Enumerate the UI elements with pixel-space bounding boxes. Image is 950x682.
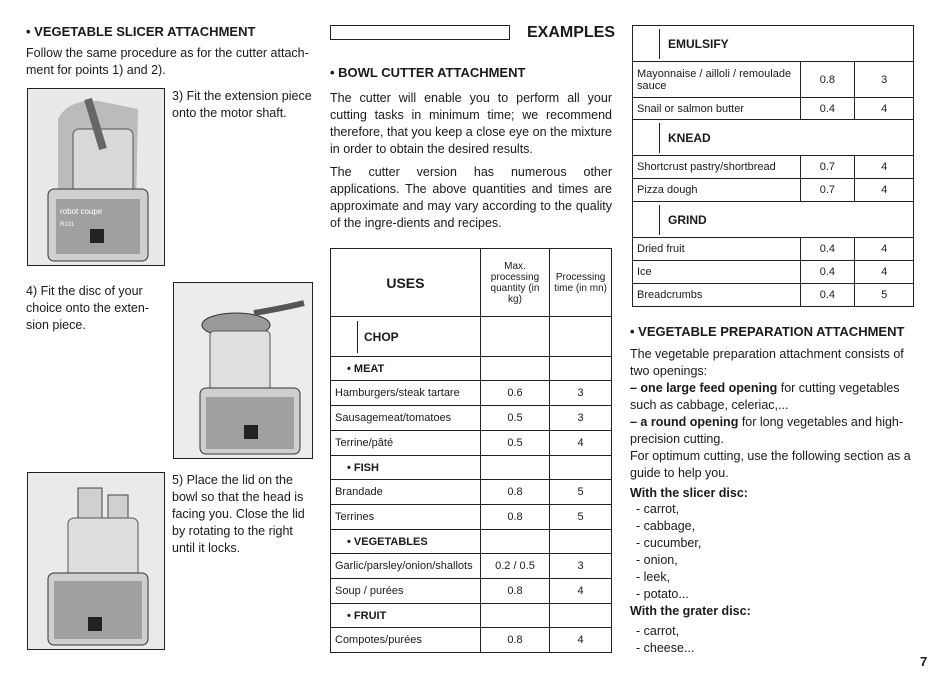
row-qty: 0.4 — [800, 98, 855, 120]
bowl-cutter-para-1: The cutter will enable you to perform all your cutting tasks in minimum time; we recommend therefore, that you keep a close eye on the mixture in order to obtain the desired results. — [330, 91, 612, 156]
table-row — [331, 579, 612, 604]
sub-fruit: • FRUIT — [331, 604, 481, 628]
table-row — [331, 480, 612, 505]
row-time: 3 — [550, 406, 612, 431]
table-row — [633, 62, 914, 98]
table-row — [331, 381, 612, 406]
prep-opening-1 — [630, 380, 914, 414]
cat-grind: GRIND — [659, 205, 707, 235]
brand-text: robot coupe — [60, 207, 103, 216]
step-3: 3) Fit the extension piece onto the motor shaft. — [172, 89, 312, 120]
table-row — [331, 406, 612, 431]
table-row — [331, 628, 612, 653]
row-name: Dried fruit — [633, 238, 801, 261]
row-name: Hamburgers/steak tartare — [331, 381, 481, 406]
examples-title: EXAMPLES — [527, 24, 616, 41]
list-item: - carrot, — [636, 624, 680, 638]
photo-lid — [27, 472, 165, 650]
table-row — [331, 431, 612, 456]
row-qty: 0.4 — [800, 238, 855, 261]
bowl-cutter-heading: • BOWL CUTTER ATTACHMENT — [330, 65, 526, 80]
row-name: Pizza dough — [633, 179, 801, 202]
row-qty: 0.8 — [480, 579, 549, 604]
list-item: - potato... — [636, 587, 689, 601]
table-row — [633, 238, 914, 261]
row-time: 3 — [855, 62, 914, 98]
row-time: 5 — [550, 480, 612, 505]
slicer-disc-list — [636, 501, 701, 603]
table-row — [633, 261, 914, 284]
page-number: 7 — [920, 654, 928, 669]
row-qty: 0.8 — [480, 505, 549, 530]
row-name: Breadcrumbs — [633, 284, 801, 307]
table-row — [633, 156, 914, 179]
row-qty: 0.5 — [480, 431, 549, 456]
uses-header-row — [331, 249, 612, 317]
opening-2-bold: – a round opening — [630, 415, 739, 429]
list-item: - onion, — [636, 553, 678, 567]
row-time: 4 — [855, 179, 914, 202]
row-name: Mayonnaise / ailloli / remoulade sauce — [633, 62, 801, 98]
cat-emulsify: EMULSIFY — [659, 29, 729, 59]
row-name: Garlic/parsley/onion/shallots — [331, 554, 481, 579]
row-qty: 0.8 — [480, 480, 549, 505]
list-item: - leek, — [636, 570, 671, 584]
sub-vegetables: • VEGETABLES — [331, 530, 481, 554]
grater-disc-label: With the grater disc: — [630, 604, 751, 618]
row-qty: 0.4 — [800, 261, 855, 284]
prep-guide: For optimum cutting, use the following section as a guide to help you. — [630, 449, 911, 480]
model-text: R101 — [60, 222, 75, 228]
row-time: 4 — [855, 98, 914, 120]
row-time: 4 — [550, 579, 612, 604]
slicer-disc-label: With the slicer disc: — [630, 486, 748, 500]
table-row — [633, 284, 914, 307]
row-time: 3 — [550, 554, 612, 579]
row-qty: 0.2 / 0.5 — [480, 554, 549, 579]
row-name: Soup / purées — [331, 579, 481, 604]
table-row — [331, 554, 612, 579]
cat-chop: CHOP — [357, 321, 399, 353]
bowl-cutter-para-2: The cutter version has numerous other applications. The above quantities and times are approximate and may vary according to the quality of the ingre-dients and recipes. — [330, 165, 612, 230]
row-qty: 0.7 — [800, 179, 855, 202]
slicer-heading: • VEGETABLE SLICER ATTACHMENT — [26, 24, 256, 39]
row-time: 5 — [550, 505, 612, 530]
row-qty: 0.5 — [480, 406, 549, 431]
header-qty: Max. processing quantity (in kg) — [480, 249, 549, 317]
row-time: 3 — [550, 381, 612, 406]
step-5: 5) Place the lid on the bowl so that the head is facing you. Close the lid by rotating to the right until it locks. — [172, 473, 305, 555]
row-time: 4 — [855, 261, 914, 284]
row-time: 4 — [550, 431, 612, 456]
table-row — [633, 98, 914, 120]
row-time: 5 — [855, 284, 914, 307]
row-name: Ice — [633, 261, 801, 284]
row-time: 4 — [550, 628, 612, 653]
row-qty: 0.4 — [800, 284, 855, 307]
opening-1-rest: for cutting vegetables such as cabbage, celeriac,... — [630, 381, 900, 412]
opening-1-bold: – one large feed opening — [630, 381, 778, 395]
uses-table — [330, 248, 612, 653]
list-item: - carrot, — [636, 502, 680, 516]
right-uses-table — [632, 25, 914, 307]
photo-disc — [173, 282, 313, 459]
row-name: Brandade — [331, 480, 481, 505]
slicer-intro: Follow the same procedure as for the cutter attach-ment for points 1) and 2). — [26, 46, 309, 77]
photo-extension-piece — [27, 88, 165, 266]
prep-opening-2 — [630, 414, 914, 448]
row-name: Shortcrust pastry/shortbread — [633, 156, 801, 179]
header-time: Processing time (in mn) — [550, 249, 612, 317]
list-item: - cabbage, — [636, 519, 696, 533]
row-name: Compotes/purées — [331, 628, 481, 653]
list-item: - cucumber, — [636, 536, 702, 550]
row-qty: 0.8 — [480, 628, 549, 653]
grater-disc-list — [636, 623, 694, 657]
prep-intro: The vegetable preparation attachment consists of two openings: — [630, 347, 904, 378]
row-qty: 0.8 — [800, 62, 855, 98]
sub-meat: • MEAT — [331, 357, 481, 381]
row-qty: 0.7 — [800, 156, 855, 179]
row-name: Terrine/pâté — [331, 431, 481, 456]
row-name: Terrines — [331, 505, 481, 530]
row-time: 4 — [855, 156, 914, 179]
chop-row — [331, 317, 612, 357]
step-4: 4) Fit the disc of your choice onto the exten-sion piece. — [26, 284, 149, 332]
table-row — [633, 179, 914, 202]
cat-knead: KNEAD — [659, 123, 711, 153]
row-name: Sausagemeat/tomatoes — [331, 406, 481, 431]
opening-2-rest: for long vegetables and high-precision cutting. — [630, 415, 904, 446]
examples-title-box — [330, 25, 510, 40]
row-time: 4 — [855, 238, 914, 261]
header-uses: USES — [331, 249, 481, 317]
sub-fish: • FISH — [331, 456, 481, 480]
row-name: Snail or salmon butter — [633, 98, 801, 120]
prep-heading: • VEGETABLE PREPARATION ATTACHMENT — [630, 324, 905, 339]
row-qty: 0.6 — [480, 381, 549, 406]
table-row — [331, 505, 612, 530]
list-item: - cheese... — [636, 641, 695, 655]
